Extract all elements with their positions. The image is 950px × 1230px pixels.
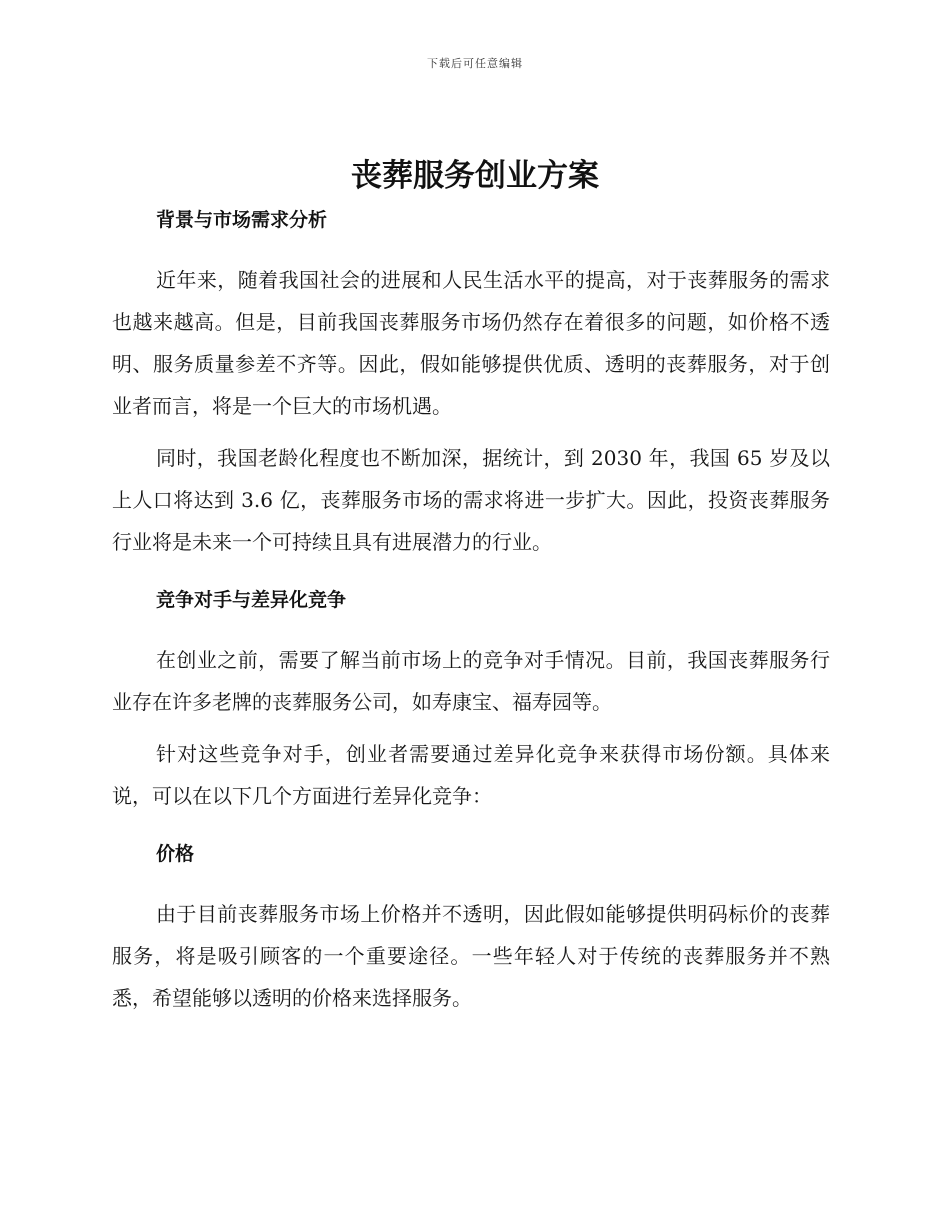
paragraph: 同时，我国老龄化程度也不断加深，据统计，到 2030 年，我国 65 岁及以上人口将达到 3.6 亿，丧葬服务市场的需求将进一步扩大。因此，投资丧葬服务行业将是未来一个可持续且具有进展潜力的行业。 [112, 446, 830, 554]
section-heading-price: 价格 [156, 843, 195, 865]
section-heading-competition: 竞争对手与差异化竞争 [156, 589, 347, 611]
paragraph: 近年来，随着我国社会的进展和人民生活水平的提高，对于丧葬服务的需求也越来越高。但是，目前我国丧葬服务市场仍然存在着很多的问题，如价格不透明、服务质量参差不齐等。因此，假如能够提供优质、透明的丧葬服务，对于创业者而言，将是一个巨大的市场机遇。 [112, 268, 830, 418]
paragraph: 由于目前丧葬服务市场上价格并不透明，因此假如能够提供明码标价的丧葬服务，将是吸引顾客的一个重要途径。一些年轻人对于传统的丧葬服务并不熟悉，希望能够以透明的价格来选择服务。 [112, 902, 830, 1010]
document-body [112, 205, 830, 1019]
paragraph: 针对这些竞争对手，创业者需要通过差异化竞争来获得市场份额。具体来说，可以在以下几个方面进行差异化竞争： [112, 742, 830, 808]
header-note: 下载后可任意编辑 [427, 57, 523, 70]
paragraph: 在创业之前，需要了解当前市场上的竞争对手情况。目前，我国丧葬服务行业存在许多老牌的丧葬服务公司，如寿康宝、福寿园等。 [112, 648, 830, 714]
section-heading-background: 背景与市场需求分析 [156, 209, 328, 231]
document-title: 丧葬服务创业方案 [351, 158, 599, 194]
